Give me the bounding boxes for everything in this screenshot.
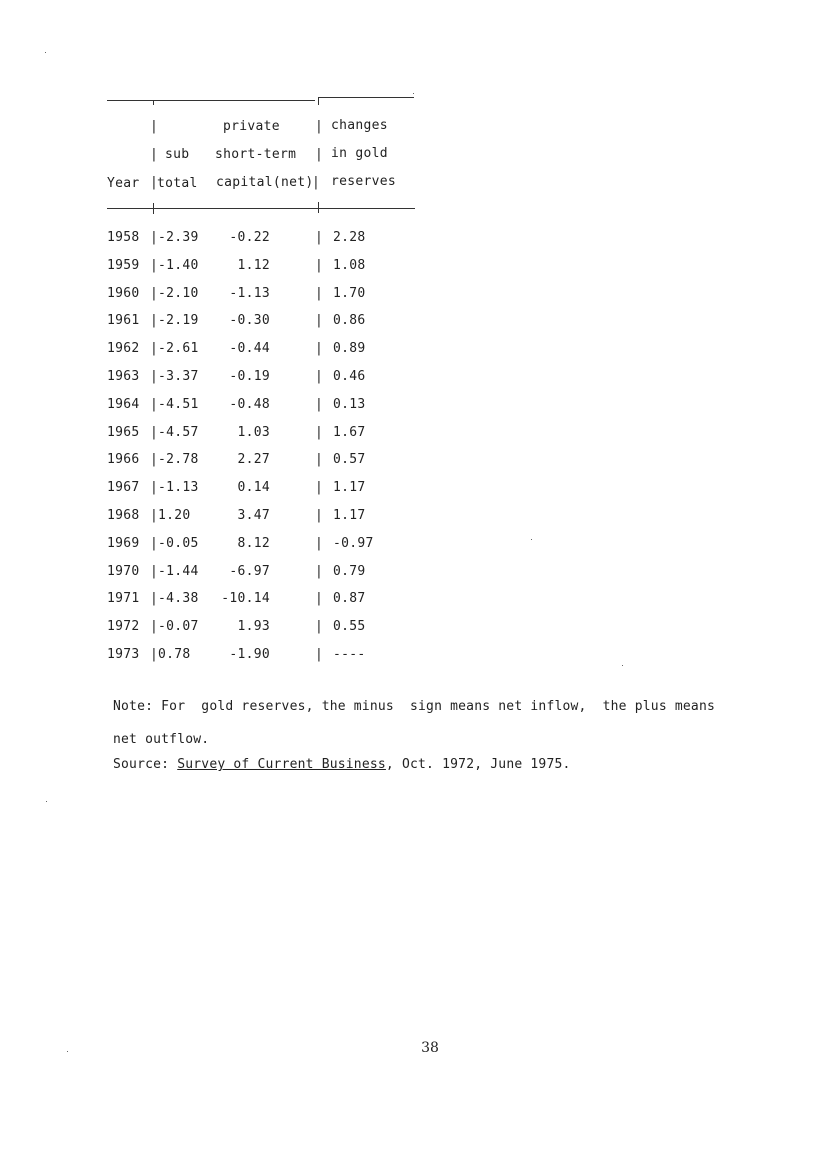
year-cell: 1961 [107, 313, 140, 329]
scan-speck [531, 539, 532, 540]
table-row [0, 369, 420, 389]
subtotal-cell: -3.37 [158, 369, 199, 384]
column-separator: | [315, 591, 324, 607]
gold-cell: 0.57 [333, 452, 366, 468]
gold-cell: ---- [333, 647, 366, 662]
year-cell: 1963 [107, 369, 140, 384]
header-year: Year [107, 176, 140, 191]
scan-speck [622, 665, 623, 666]
table-row [0, 564, 420, 584]
year-cell: 1964 [107, 396, 140, 412]
subtotal-cell: -4.51 [158, 396, 199, 412]
header-bar: | [312, 175, 321, 190]
gold-cell: 1.17 [333, 480, 366, 496]
header-bar: | [315, 119, 324, 134]
table-row [0, 619, 420, 639]
year-cell: 1967 [107, 480, 140, 496]
table-row [0, 591, 420, 611]
subtotal-cell: -2.78 [158, 452, 199, 468]
capital-cell: 2.27 [237, 452, 270, 468]
column-separator: | [315, 647, 324, 662]
column-separator: | [315, 535, 324, 551]
column-separator: | [150, 647, 159, 662]
source-title: Survey of Current Business [177, 757, 386, 772]
top-rule-tick-1 [153, 100, 154, 105]
table-row [0, 452, 420, 472]
column-separator: | [150, 535, 159, 551]
column-separator: | [150, 480, 159, 496]
header-rule-tick-1 [153, 203, 154, 214]
capital-cell: 0.14 [237, 480, 270, 496]
header-subtotal-line2: total [157, 176, 198, 191]
column-separator: | [315, 313, 324, 329]
capital-cell: -0.30 [229, 313, 270, 329]
column-separator: | [150, 257, 159, 273]
header-capital-line3: capital(net) [216, 175, 314, 190]
capital-cell: -1.13 [229, 285, 270, 301]
capital-cell: -0.22 [229, 230, 270, 245]
year-cell: 1962 [107, 341, 140, 357]
header-bar: | [150, 147, 159, 162]
table-row [0, 258, 420, 278]
capital-cell: -1.90 [229, 647, 270, 662]
column-separator: | [150, 396, 159, 412]
capital-cell: -0.48 [229, 396, 270, 412]
table-row [0, 286, 420, 306]
header-gold-line3: reserves [331, 174, 397, 189]
header-bar: | [315, 147, 324, 162]
column-separator: | [315, 230, 324, 245]
column-separator: | [150, 285, 159, 301]
column-separator: | [150, 563, 159, 579]
subtotal-cell: -2.61 [158, 341, 199, 357]
column-separator: | [315, 480, 324, 496]
header-bar: | [150, 119, 159, 134]
column-separator: | [315, 369, 324, 384]
column-separator: | [315, 508, 324, 523]
subtotal-cell: -4.38 [158, 591, 199, 607]
column-separator: | [315, 285, 324, 301]
header-capital-line2: short-term [215, 147, 297, 162]
gold-cell: 1.08 [333, 257, 366, 273]
subtotal-cell: -0.05 [158, 535, 199, 551]
year-cell: 1971 [107, 591, 140, 607]
table-row [0, 397, 420, 417]
capital-cell: 1.93 [237, 619, 270, 635]
table-row [0, 647, 420, 667]
gold-cell: 0.46 [333, 369, 366, 384]
subtotal-cell: -1.13 [158, 480, 199, 496]
gold-cell: 2.28 [333, 230, 366, 245]
capital-cell: -10.14 [221, 591, 270, 607]
year-cell: 1960 [107, 285, 140, 301]
subtotal-cell: -2.19 [158, 313, 199, 329]
column-separator: | [315, 563, 324, 579]
source-line [113, 757, 571, 773]
column-separator: | [150, 591, 159, 607]
gold-cell: 0.55 [333, 619, 366, 635]
capital-cell: -0.19 [229, 369, 270, 384]
header-bar: | [150, 175, 159, 190]
table-row [0, 341, 420, 361]
gold-cell: 0.13 [333, 396, 366, 412]
source-suffix: , Oct. 1972, June 1975. [385, 757, 571, 772]
scan-speck [45, 52, 46, 53]
gold-cell: 1.17 [333, 508, 366, 523]
table-top-rule-left [107, 100, 315, 101]
subtotal-cell: -1.44 [158, 563, 199, 579]
capital-cell: 8.12 [237, 535, 270, 551]
year-cell: 1959 [107, 257, 140, 273]
column-separator: | [315, 424, 324, 440]
column-separator: | [150, 369, 159, 384]
table-row [0, 230, 420, 250]
year-cell: 1966 [107, 452, 140, 468]
gold-cell: 1.70 [333, 285, 366, 301]
subtotal-cell: -4.57 [158, 424, 199, 440]
year-cell: 1969 [107, 535, 140, 551]
note-line-1: Note: For gold reserves, the minus sign means net inflow, the plus means [113, 699, 715, 714]
header-gold-line1: changes [331, 118, 388, 133]
subtotal-cell: 1.20 [158, 508, 191, 523]
scan-speck [413, 93, 414, 94]
gold-cell: -0.97 [333, 535, 374, 551]
note-line-2: net outflow. [113, 732, 210, 747]
column-separator: | [150, 230, 159, 245]
year-cell: 1965 [107, 424, 140, 440]
gold-cell: 0.86 [333, 313, 366, 329]
gold-cell: 1.67 [333, 424, 366, 440]
column-separator: | [315, 257, 324, 273]
subtotal-cell: 0.78 [158, 647, 191, 662]
gold-cell: 0.79 [333, 563, 366, 579]
table-row [0, 536, 420, 556]
column-separator: | [315, 396, 324, 412]
header-subtotal-line1: sub [165, 147, 190, 162]
column-separator: | [315, 452, 324, 468]
gold-cell: 0.89 [333, 341, 366, 357]
year-cell: 1968 [107, 508, 140, 523]
header-capital-line1: private [223, 119, 280, 134]
column-separator: | [150, 313, 159, 329]
table-row [0, 425, 420, 445]
column-separator: | [315, 619, 324, 635]
column-separator: | [150, 341, 159, 357]
header-gold-line2: in gold [331, 146, 388, 161]
year-cell: 1972 [107, 619, 140, 635]
year-cell: 1958 [107, 230, 140, 245]
column-separator: | [150, 452, 159, 468]
table-row [0, 313, 420, 333]
scan-speck [67, 1051, 68, 1052]
subtotal-cell: -0.07 [158, 619, 199, 635]
capital-cell: 3.47 [237, 508, 270, 523]
column-separator: | [150, 508, 159, 523]
table-top-rule-right [318, 97, 414, 98]
gold-cell: 0.87 [333, 591, 366, 607]
subtotal-cell: -1.40 [158, 257, 199, 273]
subtotal-cell: -2.39 [158, 230, 199, 245]
table-row [0, 508, 420, 528]
source-prefix: Source: [113, 757, 178, 772]
table-row [0, 480, 420, 500]
capital-cell: -6.97 [229, 563, 270, 579]
year-cell: 1970 [107, 563, 140, 579]
capital-cell: -0.44 [229, 341, 270, 357]
column-separator: | [150, 424, 159, 440]
scan-speck [46, 801, 47, 802]
year-cell: 1973 [107, 647, 140, 662]
capital-cell: 1.03 [237, 424, 270, 440]
capital-cell: 1.12 [237, 257, 270, 273]
subtotal-cell: -2.10 [158, 285, 199, 301]
column-separator: | [150, 619, 159, 635]
top-rule-tick-2 [318, 97, 319, 105]
column-separator: | [315, 341, 324, 357]
page-number: 38 [421, 1040, 439, 1056]
header-rule-tick-2 [318, 202, 319, 213]
